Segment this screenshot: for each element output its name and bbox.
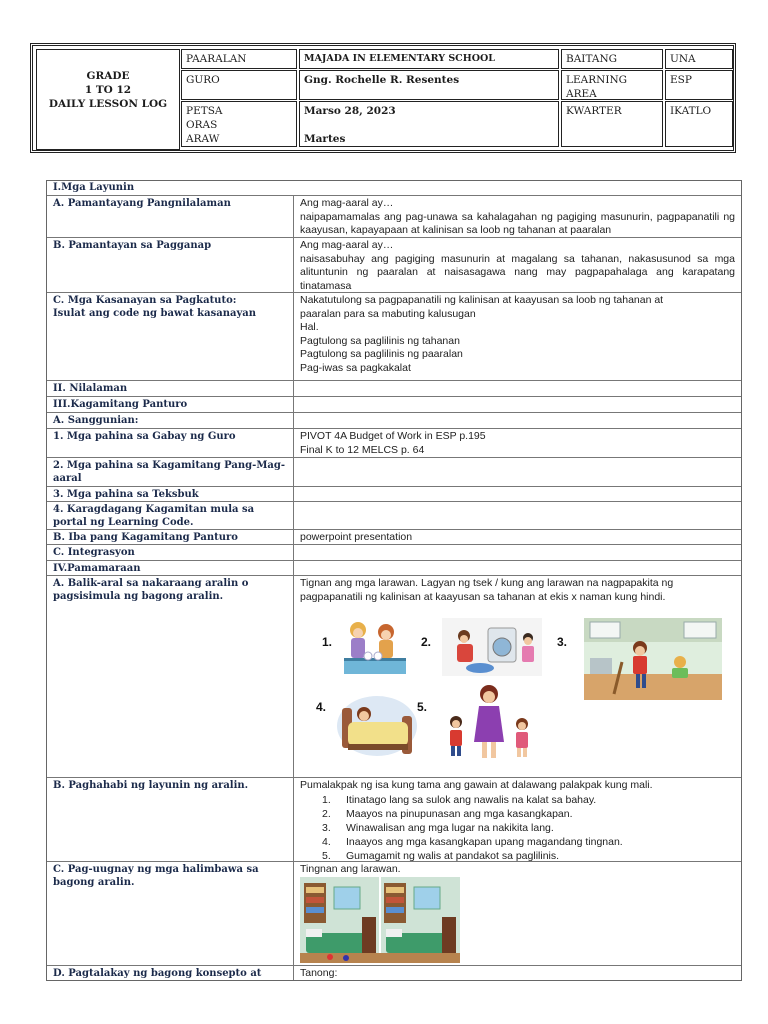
list-number: 3. bbox=[322, 821, 331, 834]
label-line: C. Mga Kasanayan sa Pagkatuto: bbox=[53, 295, 237, 306]
list-item bbox=[300, 807, 735, 821]
content-line: naisasabuhay ang pagiging masunurin at magalang sa tahanan, nakasusunod sa mga alituntunin ng paaralan at naisasagawa nang may pagpapahalaga ang karapatang tinatamasa bbox=[300, 252, 735, 292]
row-label: C. Pag-uugnay ng mga halimbawa sa bagong aralin. bbox=[47, 862, 294, 965]
content-line: Final K to 12 MELCS p. 64 bbox=[300, 443, 425, 456]
row-label: 4. Karagdagang Kagamitan mula sa portal ng Learning Code. bbox=[47, 502, 294, 529]
row-content bbox=[294, 397, 741, 412]
row-content bbox=[294, 429, 741, 457]
kwarter-value: IKATLO bbox=[670, 105, 712, 117]
row-content bbox=[294, 458, 741, 486]
table-row bbox=[47, 293, 741, 381]
row-label: IV.Pamamaraan bbox=[47, 561, 294, 575]
content-line: Tignan ang mga larawan. Lagyan ng tsek / kung ang larawan na nagpapakita ng pagpapanatili ng kalinisan at kaayusan sa tahanan at ekis x naman kung hindi. bbox=[300, 577, 674, 603]
content-line: Pagtulong sa paglilinis ng tahanan bbox=[300, 334, 460, 347]
family-washing-dishes-picture bbox=[338, 618, 414, 678]
guro-label: GURO bbox=[186, 74, 220, 86]
row-content bbox=[294, 561, 741, 575]
petsa-label-cell bbox=[181, 101, 297, 147]
petsa-label: PETSA bbox=[186, 105, 223, 117]
list-number: 5. bbox=[322, 849, 331, 862]
mother-doing-laundry-picture bbox=[442, 618, 542, 676]
row-label: 3. Mga pahina sa Teksbuk bbox=[47, 487, 294, 501]
kwarter-label: KWARTER bbox=[566, 105, 622, 117]
row-content bbox=[294, 862, 741, 965]
day-value: Martes bbox=[304, 133, 346, 145]
table-row bbox=[47, 181, 741, 196]
row-label: 2. Mga pahina sa Kagamitang Pang-Mag-aaral bbox=[47, 458, 294, 486]
title-line: DAILY LESSON LOG bbox=[48, 98, 168, 110]
row-label: II. Nilalaman bbox=[47, 381, 294, 396]
paaralan-value: MAJADA IN ELEMENTARY SCHOOL bbox=[304, 53, 495, 64]
table-row bbox=[47, 238, 741, 293]
list-number: 4. bbox=[322, 835, 331, 848]
picture-number: 1. bbox=[322, 635, 333, 649]
table-row bbox=[47, 530, 741, 545]
row-content bbox=[294, 238, 741, 292]
table-row bbox=[47, 778, 741, 862]
list-number: 1. bbox=[322, 793, 331, 806]
title-line: GRADE bbox=[86, 70, 130, 82]
row-label: B. Paghahabi ng layunin ng aralin. bbox=[47, 778, 294, 861]
mother-with-children-picture bbox=[442, 682, 536, 764]
row-content: Tanong: bbox=[300, 967, 338, 979]
row-content bbox=[294, 487, 741, 501]
row-label: D. Pagtalakay ng bagong konsepto at bbox=[47, 966, 294, 980]
numbered-list bbox=[300, 793, 735, 863]
list-text: Gumagamit ng walis at pandakot sa paglilinis. bbox=[346, 849, 560, 862]
learning-area-label: LEARNING bbox=[566, 74, 628, 86]
table-row bbox=[47, 429, 741, 458]
content-line: Pumalakpak ng isa kung tama ang gawain at dalawang palakpak kung mali. bbox=[300, 779, 653, 791]
row-label: III.Kagamitang Panturo bbox=[47, 397, 294, 412]
learning-area-value: ESP bbox=[670, 74, 692, 86]
row-label bbox=[47, 293, 294, 380]
table-row bbox=[47, 545, 741, 561]
table-row bbox=[47, 502, 741, 530]
list-item bbox=[300, 793, 735, 807]
picture-number: 4. bbox=[316, 700, 327, 714]
content-line: Hal. bbox=[300, 321, 319, 333]
row-content bbox=[294, 196, 741, 237]
row-content bbox=[294, 502, 741, 529]
date-value: Marso 28, 2023 bbox=[304, 105, 396, 117]
learning-area-value-cell bbox=[665, 70, 733, 100]
table-row bbox=[47, 862, 741, 966]
baitang-value: UNA bbox=[670, 53, 696, 65]
table-row bbox=[47, 966, 741, 980]
table-row bbox=[47, 397, 741, 413]
row-content: powerpoint presentation bbox=[300, 531, 413, 543]
row-label: A. Balik-aral sa nakaraang aralin o pagsisimula ng bagong aralin. bbox=[47, 576, 294, 777]
row-content bbox=[294, 778, 741, 861]
content-line: Nakatutulong sa pagpapanatili ng kalinisan at kaayusan sa loob ng tahanan at bbox=[300, 294, 664, 306]
list-item bbox=[300, 849, 735, 863]
content-line: naipapamamalas ang pag-unawa sa kahalagahan ng pagiging masunurin, pagpapanatili ng kaayusan, kapayapaan at kalinisan sa loob ng tahanan at paaralan bbox=[300, 210, 735, 236]
date-value-cell bbox=[299, 101, 559, 147]
lesson-log-header bbox=[30, 43, 736, 153]
list-item bbox=[300, 821, 735, 835]
table-row bbox=[47, 561, 741, 576]
row-content bbox=[294, 413, 741, 428]
guro-label-cell bbox=[181, 70, 297, 100]
picture-number: 3. bbox=[557, 635, 568, 649]
picture-number: 5. bbox=[417, 700, 428, 714]
kwarter-value-cell bbox=[665, 101, 733, 147]
table-row bbox=[47, 413, 741, 429]
content-line: Ang mag-aaral ay… bbox=[300, 239, 394, 251]
row-label: B. Pamantayan sa Pagganap bbox=[47, 238, 294, 292]
learning-area-label: AREA bbox=[566, 88, 597, 100]
list-number: 2. bbox=[322, 807, 331, 820]
list-text: Winawalisan ang mga lugar na nakikita lang. bbox=[346, 821, 554, 834]
title-line: 1 TO 12 bbox=[84, 84, 132, 96]
paaralan-label-cell bbox=[181, 49, 297, 69]
guro-value: Gng. Rochelle R. Resentes bbox=[304, 74, 460, 86]
table-row bbox=[47, 196, 741, 238]
baitang-label-cell bbox=[561, 49, 663, 69]
row-label: A. Pamantayang Pangnilalaman bbox=[47, 196, 294, 237]
row-content bbox=[294, 381, 741, 396]
guro-value-cell bbox=[299, 70, 559, 100]
content-line: Ang mag-aaral ay… bbox=[300, 197, 394, 209]
messy-and-clean-room-picture bbox=[300, 877, 460, 963]
row-content bbox=[294, 576, 741, 777]
content-line: paaralan para sa mabuting kalusugan bbox=[300, 307, 476, 320]
paaralan-label: PAARALAN bbox=[186, 53, 247, 65]
table-row bbox=[47, 576, 741, 778]
list-item bbox=[300, 835, 735, 849]
row-content bbox=[294, 545, 741, 560]
oras-label: ORAS bbox=[186, 119, 218, 131]
list-text: Maayos na pinupunasan ang mga kasangkapan. bbox=[346, 807, 573, 820]
label-line: Isulat ang code ng bawat kasanayan bbox=[53, 308, 257, 319]
kwarter-label-cell bbox=[561, 101, 663, 147]
content-line: Tingnan ang larawan. bbox=[300, 863, 401, 875]
baitang-value-cell bbox=[665, 49, 733, 69]
content-line: Pag-iwas sa pagkakalat bbox=[300, 361, 411, 374]
content-line: Pagtulong sa paglilinis ng paaralan bbox=[300, 348, 463, 360]
content-line: PIVOT 4A Budget of Work in ESP p.195 bbox=[300, 430, 486, 442]
row-label: C. Integrasyon bbox=[47, 545, 294, 560]
table-row bbox=[47, 381, 741, 397]
boy-in-bed-picture bbox=[334, 686, 420, 762]
lesson-table bbox=[46, 180, 742, 981]
section-heading: I.Mga Layunin bbox=[53, 182, 135, 193]
kids-cleaning-kitchen-picture bbox=[584, 618, 722, 700]
paaralan-value-cell bbox=[299, 49, 559, 69]
row-label: A. Sanggunian: bbox=[47, 413, 294, 428]
baitang-label: BAITANG bbox=[566, 53, 618, 65]
table-row bbox=[47, 458, 741, 487]
araw-label: ARAW bbox=[186, 133, 220, 145]
title-box bbox=[36, 49, 180, 150]
learning-area-label-cell bbox=[561, 70, 663, 100]
row-content bbox=[294, 293, 741, 380]
row-label: B. Iba pang Kagamitang Panturo bbox=[47, 530, 294, 544]
list-text: Inaayos ang mga kasangkapan upang magandang tingnan. bbox=[346, 835, 623, 848]
list-text: Itinatago lang sa sulok ang nawalis na kalat sa bahay. bbox=[346, 793, 597, 806]
table-row bbox=[47, 487, 741, 502]
picture-number: 2. bbox=[421, 635, 432, 649]
row-label: 1. Mga pahina sa Gabay ng Guro bbox=[47, 429, 294, 457]
